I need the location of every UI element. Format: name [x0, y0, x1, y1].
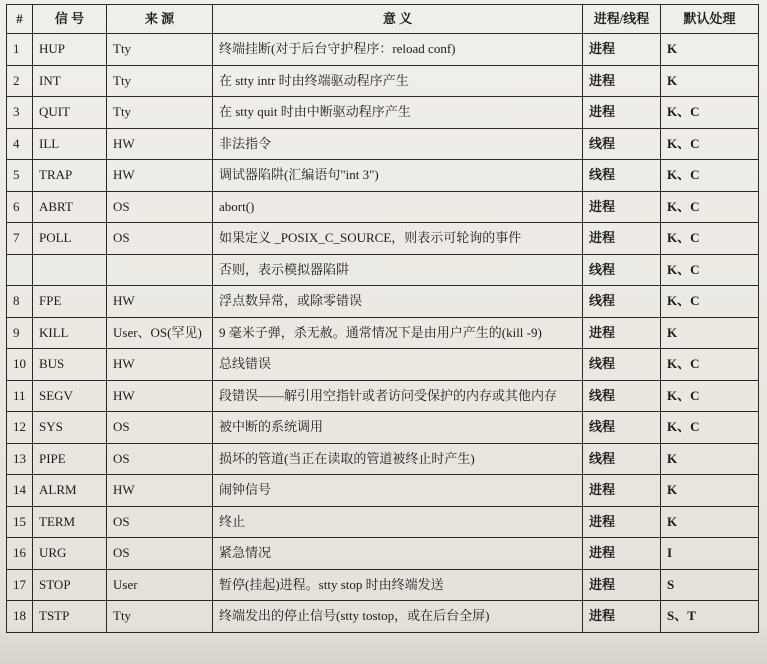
cell-proc-thread: 线程 — [583, 128, 661, 160]
table-row — [7, 128, 759, 160]
header-default: 默认处理 — [661, 5, 759, 34]
cell-default: K、C — [661, 254, 759, 286]
cell-default: K、C — [661, 412, 759, 444]
cell-proc-thread: 进程 — [583, 475, 661, 507]
cell-signal: QUIT — [33, 97, 107, 129]
cell-meaning: 否则，表示模拟器陷阱 — [213, 254, 583, 286]
cell-source: OS — [107, 412, 213, 444]
cell-signal: INT — [33, 65, 107, 97]
cell-signal: POLL — [33, 223, 107, 255]
cell-meaning: 在 stty quit 时由中断驱动程序产生 — [213, 97, 583, 129]
cell-num: 2 — [7, 65, 33, 97]
header-num: # — [7, 5, 33, 34]
cell-default: K — [661, 506, 759, 538]
cell-default: K — [661, 443, 759, 475]
cell-proc-thread: 进程 — [583, 191, 661, 223]
cell-meaning: 终端发出的停止信号(stty tostop，或在后台全屏) — [213, 601, 583, 633]
header-meaning: 意 义 — [213, 5, 583, 34]
cell-default: K — [661, 475, 759, 507]
header-signal: 信 号 — [33, 5, 107, 34]
cell-meaning: 调试器陷阱(汇编语句"int 3") — [213, 160, 583, 192]
cell-signal: STOP — [33, 569, 107, 601]
cell-source: HW — [107, 160, 213, 192]
cell-source: Tty — [107, 34, 213, 66]
table-row — [7, 506, 759, 538]
cell-source: HW — [107, 475, 213, 507]
cell-num — [7, 254, 33, 286]
cell-signal: ABRT — [33, 191, 107, 223]
cell-signal: SYS — [33, 412, 107, 444]
cell-default: K、C — [661, 160, 759, 192]
header-source: 来 源 — [107, 5, 213, 34]
cell-source: HW — [107, 380, 213, 412]
cell-meaning: 9 毫米子弹，杀无赦。通常情况下是由用户产生的(kill -9) — [213, 317, 583, 349]
cell-num: 4 — [7, 128, 33, 160]
cell-default: K、C — [661, 223, 759, 255]
cell-default: K、C — [661, 191, 759, 223]
table-row — [7, 380, 759, 412]
table-row — [7, 317, 759, 349]
table-row — [7, 286, 759, 318]
cell-meaning: 总线错误 — [213, 349, 583, 381]
cell-proc-thread: 线程 — [583, 254, 661, 286]
cell-num: 7 — [7, 223, 33, 255]
cell-proc-thread: 线程 — [583, 443, 661, 475]
table-row — [7, 412, 759, 444]
table-row — [7, 601, 759, 633]
cell-signal: FPE — [33, 286, 107, 318]
cell-num: 12 — [7, 412, 33, 444]
cell-signal: TERM — [33, 506, 107, 538]
cell-num: 11 — [7, 380, 33, 412]
table-row — [7, 223, 759, 255]
cell-num: 15 — [7, 506, 33, 538]
cell-source — [107, 254, 213, 286]
cell-default: K、C — [661, 380, 759, 412]
cell-num: 9 — [7, 317, 33, 349]
cell-proc-thread: 进程 — [583, 97, 661, 129]
cell-proc-thread: 进程 — [583, 506, 661, 538]
cell-source: OS — [107, 223, 213, 255]
cell-default: I — [661, 538, 759, 570]
cell-signal: HUP — [33, 34, 107, 66]
cell-num: 18 — [7, 601, 33, 633]
table-row — [7, 65, 759, 97]
cell-source: HW — [107, 349, 213, 381]
cell-num: 17 — [7, 569, 33, 601]
cell-num: 1 — [7, 34, 33, 66]
cell-signal: KILL — [33, 317, 107, 349]
cell-default: K、C — [661, 128, 759, 160]
cell-proc-thread: 线程 — [583, 380, 661, 412]
cell-num: 5 — [7, 160, 33, 192]
cell-proc-thread: 进程 — [583, 538, 661, 570]
cell-meaning: 终端挂断(对于后台守护程序：reload conf) — [213, 34, 583, 66]
table-row — [7, 254, 759, 286]
cell-meaning: 浮点数异常，或除零错误 — [213, 286, 583, 318]
cell-proc-thread: 进程 — [583, 223, 661, 255]
cell-source: Tty — [107, 601, 213, 633]
cell-default: S — [661, 569, 759, 601]
table-row — [7, 475, 759, 507]
cell-proc-thread: 进程 — [583, 601, 661, 633]
cell-default: K、C — [661, 286, 759, 318]
table-row — [7, 34, 759, 66]
cell-signal: TRAP — [33, 160, 107, 192]
table-row — [7, 443, 759, 475]
cell-signal: PIPE — [33, 443, 107, 475]
table-row — [7, 538, 759, 570]
cell-signal: BUS — [33, 349, 107, 381]
cell-source: OS — [107, 443, 213, 475]
cell-meaning: 闹钟信号 — [213, 475, 583, 507]
cell-default: K — [661, 65, 759, 97]
cell-meaning: 终止 — [213, 506, 583, 538]
cell-source: Tty — [107, 97, 213, 129]
cell-meaning: 损坏的管道(当正在读取的管道被终止时产生) — [213, 443, 583, 475]
cell-num: 8 — [7, 286, 33, 318]
cell-meaning: abort() — [213, 191, 583, 223]
cell-source: OS — [107, 538, 213, 570]
cell-meaning: 如果定义 _POSIX_C_SOURCE，则表示可轮询的事件 — [213, 223, 583, 255]
cell-meaning: 在 stty intr 时由终端驱动程序产生 — [213, 65, 583, 97]
table-row — [7, 569, 759, 601]
signal-table — [6, 4, 759, 633]
cell-meaning: 被中断的系统调用 — [213, 412, 583, 444]
cell-default: K — [661, 317, 759, 349]
cell-signal: URG — [33, 538, 107, 570]
cell-source: OS — [107, 506, 213, 538]
cell-proc-thread: 线程 — [583, 286, 661, 318]
cell-num: 6 — [7, 191, 33, 223]
cell-signal — [33, 254, 107, 286]
cell-source: HW — [107, 128, 213, 160]
cell-default: K、C — [661, 97, 759, 129]
cell-source: User、OS(罕见) — [107, 317, 213, 349]
cell-signal: ALRM — [33, 475, 107, 507]
cell-signal: ILL — [33, 128, 107, 160]
cell-default: K — [661, 34, 759, 66]
header-proc-thread: 进程/线程 — [583, 5, 661, 34]
table-row — [7, 160, 759, 192]
cell-proc-thread: 进程 — [583, 317, 661, 349]
cell-proc-thread: 线程 — [583, 160, 661, 192]
cell-source: OS — [107, 191, 213, 223]
cell-source: User — [107, 569, 213, 601]
cell-source: Tty — [107, 65, 213, 97]
cell-proc-thread: 进程 — [583, 34, 661, 66]
cell-num: 3 — [7, 97, 33, 129]
cell-signal: SEGV — [33, 380, 107, 412]
cell-default: S、T — [661, 601, 759, 633]
cell-proc-thread: 线程 — [583, 412, 661, 444]
cell-proc-thread: 进程 — [583, 65, 661, 97]
cell-source: HW — [107, 286, 213, 318]
table-header-row — [7, 5, 759, 34]
cell-meaning: 段错误——解引用空指针或者访问受保护的内存或其他内存 — [213, 380, 583, 412]
cell-num: 13 — [7, 443, 33, 475]
cell-meaning: 紧急情况 — [213, 538, 583, 570]
cell-default: K、C — [661, 349, 759, 381]
cell-meaning: 非法指令 — [213, 128, 583, 160]
cell-num: 16 — [7, 538, 33, 570]
cell-proc-thread: 进程 — [583, 569, 661, 601]
cell-meaning: 暂停(挂起)进程。stty stop 时由终端发送 — [213, 569, 583, 601]
cell-num: 14 — [7, 475, 33, 507]
table-row — [7, 191, 759, 223]
cell-proc-thread: 线程 — [583, 349, 661, 381]
cell-signal: TSTP — [33, 601, 107, 633]
table-row — [7, 97, 759, 129]
table-body — [7, 34, 759, 633]
cell-num: 10 — [7, 349, 33, 381]
table-row — [7, 349, 759, 381]
